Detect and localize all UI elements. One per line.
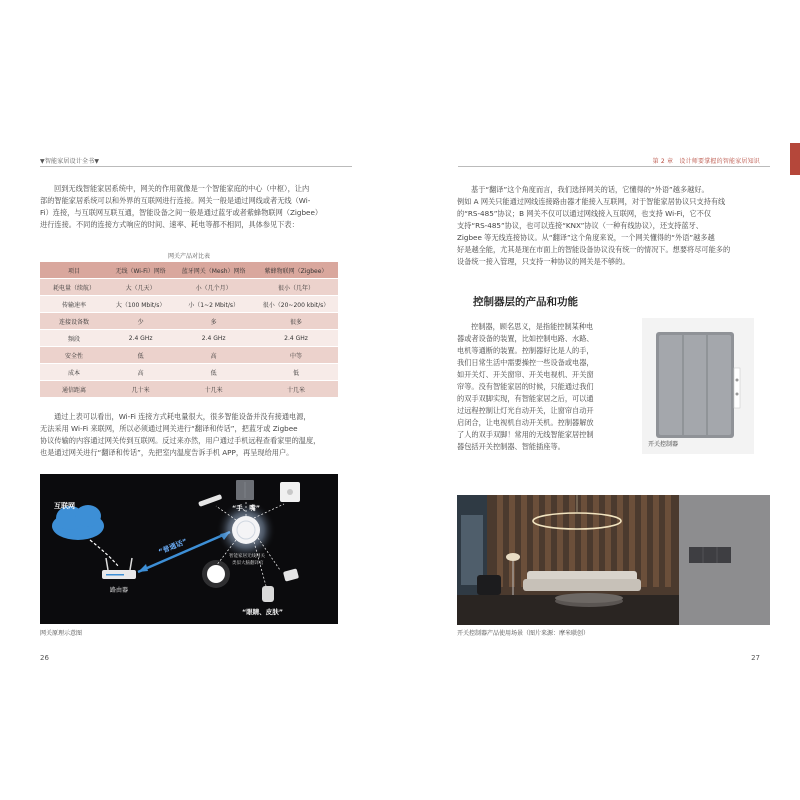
cloud-icon [52,505,104,540]
table-header-cell: 蓝牙网关（Mesh）网络 [173,262,254,279]
text-line: 协议传输的内容通过网关传到互联网。反过来亦然，用户通过手机远程查看家里的温度， [40,436,321,445]
header-rule [458,166,770,167]
wall-switch-icon [642,318,754,454]
header-rule [40,166,352,167]
curtain-motor-icon [198,494,222,507]
figure-caption: 网关原理示意图 [40,630,83,637]
hand-mouth-label: “手、嘴” [232,504,261,512]
table-header-cell: 无线（Wi-Fi）网络 [108,262,173,279]
text-line: 也是通过网关进行“翻译和传话”，先把室内温度告诉手机 APP，再呈现给用户。 [40,448,294,457]
table-cell: 低 [254,364,338,381]
table-cell: 2.4 GHz [173,330,254,347]
window-glass [461,515,483,585]
text-line: 好是越全能，尤其是现在市面上的智能设备协议没有统一的情况下。想要将尽可能多的 [457,245,731,254]
text-line: 回到无线智能家居系统中，网关的作用就像是一个智能家庭的中心（中枢），让内 [54,184,310,193]
text-line: 例如 A 网关只能通过网线连接路由器才能接入互联网，对于智能家居协议只支持有线 [457,197,726,206]
wall-switch-icon [236,480,254,500]
table-cell: 多 [173,313,254,330]
table-header-cell: 紫蜂物联网（Zigbee） [254,262,338,279]
living-room-illustration [457,495,770,625]
table-header-row [40,262,338,279]
chapter-tab [790,143,800,175]
text-line: 进行连接。不同的连接方式响应的时间、速率、耗电等都不相同，具体参见下表： [40,220,299,229]
text-line: 器包括开关控制器、智能插座等。 [457,442,565,451]
table-cell: 耗电量（续航） [40,279,108,296]
internet-label: 互联网 [54,502,75,510]
text-line: 过远程控制让灯光自动开关，让窗帘自动开 [457,406,594,415]
motion-sensor-icon [262,586,274,602]
table-row [40,381,338,398]
arrow-head [138,564,148,572]
text-line: 器或者设备的装置，比如控制电路、水路、 [457,334,594,343]
text-line: 设备统一接入管理，只支持一种协议的网关是不够的。 [457,257,630,266]
switch-caption: 开关控制器 [648,441,679,448]
table-row [40,330,338,347]
text-line: 支持“RS-485”协议，也可以连接“KNX”协议（一种有线协议），还支持蓝牙、 [457,221,703,230]
text-line: 的双手双脚实现，有智能家居之后，可以通 [457,394,594,403]
table-cell: 很多 [254,313,338,330]
table-cell: 低 [108,347,173,364]
table-cell: 几十米 [108,381,173,398]
page-number: 27 [751,654,760,662]
table-cell: 很小（20~200 kbit/s） [254,296,338,313]
text-line: 通过上表可以看出，Wi-Fi 连接方式耗电量很大，很多智能设备并没有接通电源， [54,412,311,421]
switch-product-photo [642,318,754,454]
chapter-header: 第 2 章 设计师要掌握的智能家居知识 [652,158,760,165]
intro-paragraph [457,184,770,268]
text-line: 如开关灯、开关窗帘、开关电视机、开关窗 [457,370,594,379]
table-cell: 十几米 [173,381,254,398]
armchair-icon [477,575,501,595]
link-line [90,540,118,566]
router-label: 路由器 [110,587,129,594]
table-cell: 高 [108,364,173,381]
hub-label-line1: 智能家居无线网关 [229,554,265,559]
comparison-table [40,262,338,398]
plain-speech-label: “普通话” [157,537,189,557]
page-number: 26 [40,654,49,662]
table-row [40,347,338,364]
table-cell: 成本 [40,364,108,381]
gateway-diagram-svg [40,474,338,624]
table-cell: 传输速率 [40,296,108,313]
table-cell: 安全性 [40,347,108,364]
wall-switch-icon [689,547,731,563]
table-header-cell: 项目 [40,262,108,279]
text-line: Fi）连接，与互联网互联互通，智能设备之间一般是通过蓝牙或者紫蜂物联网（Zigbee） [40,208,323,217]
table-cell: 连接设备数 [40,313,108,330]
gateway-diagram [40,474,338,624]
text-line: 启闭合，让电视机自动开关机。控制器解放 [457,418,594,427]
text-line: Zigbee 等无线连接协议。从“翻译”这个角度来说，一个网关懂得的“外语”越多越 [457,233,715,242]
table-cell: 中等 [254,347,338,364]
table-row [40,364,338,381]
text-line: 了人的双手双脚！常用的无线智能家居控制 [457,430,594,439]
table-cell: 很小（几年） [254,279,338,296]
light-bulb-icon [202,560,230,588]
text-line: 部的智能家居系统可以和外界的互联网进行连接。网关一般是通过网线或者无线（Wi- [40,196,311,205]
table-cell: 2.4 GHz [254,330,338,347]
text-line: 无法采用 Wi-Fi 来联网，所以必须通过网关进行“翻译和传话”，把蓝牙或 Zigbee [40,424,298,433]
table-cell: 低 [173,364,254,381]
table-row [40,279,338,296]
table-cell: 频段 [40,330,108,347]
table-cell: 2.4 GHz [108,330,173,347]
table-cell: 大（几天） [108,279,173,296]
running-header: ▼智能家居设计全书▼ [40,158,100,165]
table-cell: 通信距离 [40,381,108,398]
table-row [40,313,338,330]
text-line: 的“RS-485”协议；B 网关不仅可以通过网线接入互联网，也支持 Wi-Fi，它不仅 [457,209,712,218]
after-table-paragraph [40,411,338,459]
table-cell: 小（1~2 Mbit/s） [173,296,254,313]
right-page [400,0,800,800]
text-line: 控制器，顾名思义，是指能控制某种电 [471,322,594,331]
intro-paragraph [40,183,338,231]
text-line: 我们日常生活中需要操控一些设备或电器， [457,358,594,367]
table-row [40,296,338,313]
room-caption: 开关控制器产品使用场景（图片来源：摩米联创） [457,630,590,637]
smart-socket-icon [280,482,300,502]
text-line: 基于“翻译”这个角度而言，我们选择网关的话，它懂得的“外语”越多越好。 [471,185,709,194]
table-cell: 十几米 [254,381,338,398]
router-icon [102,558,136,579]
controller-paragraph [457,321,635,453]
eyes-skin-label: “眼睛、皮肤” [242,608,284,616]
text-line: 电机等通断的装置。控制器好比是人的手， [457,346,594,355]
table-cell: 小（几个月） [173,279,254,296]
room-scene-photo [457,495,770,625]
table-caption: 网关产品对比表 [167,253,210,260]
text-line: 帘等。没有智能家居的时候，只能通过我们 [457,382,594,391]
section-title: 控制器层的产品和功能 [473,296,578,308]
door-sensor-icon [283,568,299,581]
gateway-hub-icon [232,516,260,544]
table-cell: 大（100 Mbit/s） [108,296,173,313]
table-cell: 高 [173,347,254,364]
hub-label-line2: 类似大脑翻译官 [232,561,264,566]
table-cell: 少 [108,313,173,330]
